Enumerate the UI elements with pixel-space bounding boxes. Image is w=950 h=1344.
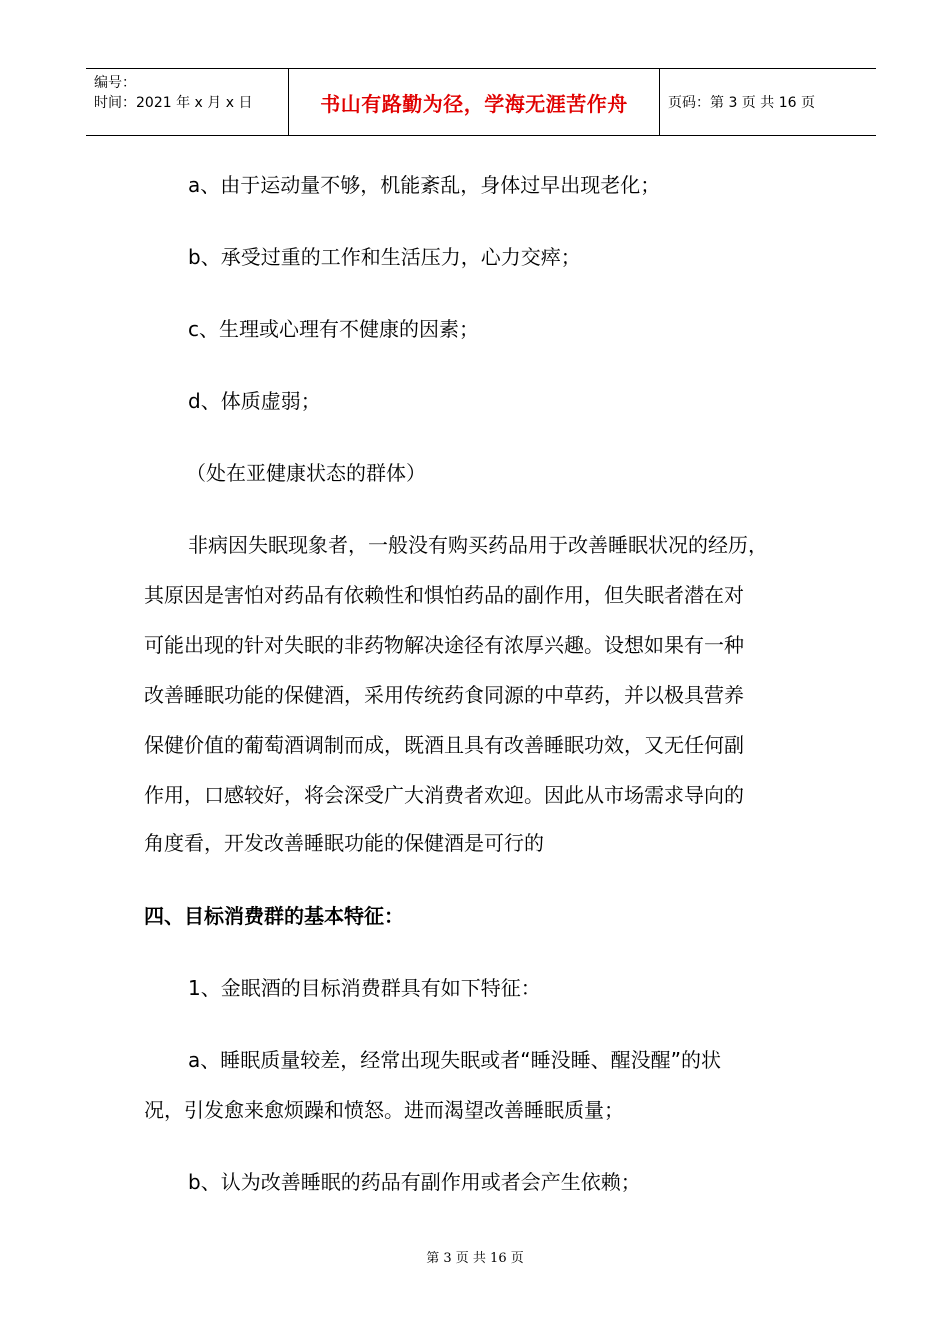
document-time-label: 时间：2021 年 x 月 x 日 xyxy=(94,95,253,111)
paragraph-line: 改善睡眠功能的保健酒，采用传统药食同源的中草药，并以极具营养 xyxy=(144,683,744,707)
group-note: （处在亚健康状态的群体） xyxy=(186,461,426,485)
feature-item-b: b、认为改善睡眠的药品有副作用或者会产生依赖； xyxy=(188,1170,641,1194)
paragraph-line: 非病因失眠现象者，一般没有购买药品用于改善睡眠状况的经历， xyxy=(188,533,768,557)
header-motto-cell xyxy=(288,69,660,135)
page-footer: 第 3 页 共 16 页 xyxy=(426,1251,524,1266)
list-item-d: d、体质虚弱； xyxy=(188,389,321,413)
paragraph-line: 可能出现的针对失眠的非药物解决途径有浓厚兴趣。设想如果有一种 xyxy=(144,633,744,657)
document-number-label: 编号： xyxy=(94,75,136,91)
paragraph-line: 其原因是害怕对药品有依赖性和惧怕药品的副作用，但失眠者潜在对 xyxy=(144,583,744,607)
paragraph-line: 保健价值的葡萄酒调制而成，既酒且具有改善睡眠功效，又无任何副 xyxy=(144,733,744,757)
feature-item-a-cont: 况，引发愈来愈烦躁和愤怒。进而渴望改善睡眠质量； xyxy=(144,1098,624,1122)
paragraph-line: 角度看，开发改善睡眠功能的保健酒是可行的 xyxy=(144,831,544,855)
list-item-a: a、由于运动量不够，机能紊乱，身体过早出现老化； xyxy=(188,173,661,197)
page-header xyxy=(86,68,876,136)
header-meta-cell xyxy=(86,69,288,135)
section-heading: 四、目标消费群的基本特征： xyxy=(144,904,404,928)
list-item-c: c、生理或心理有不健康的因素； xyxy=(188,317,479,341)
list-item-b: b、承受过重的工作和生活压力，心力交瘁； xyxy=(188,245,581,269)
feature-item-a: a、睡眠质量较差，经常出现失眠或者“睡没睡、醒没醒”的状 xyxy=(188,1048,721,1072)
header-page-cell xyxy=(660,69,876,135)
subsection-title: 1、金眠酒的目标消费群具有如下特征： xyxy=(188,976,541,1000)
header-page-info: 页码：第 3 页 共 16 页 xyxy=(668,95,815,111)
header-motto: 书山有路勤为径，学海无涯苦作舟 xyxy=(320,91,628,116)
paragraph-line: 作用，口感较好，将会深受广大消费者欢迎。因此从市场需求导向的 xyxy=(144,783,744,807)
